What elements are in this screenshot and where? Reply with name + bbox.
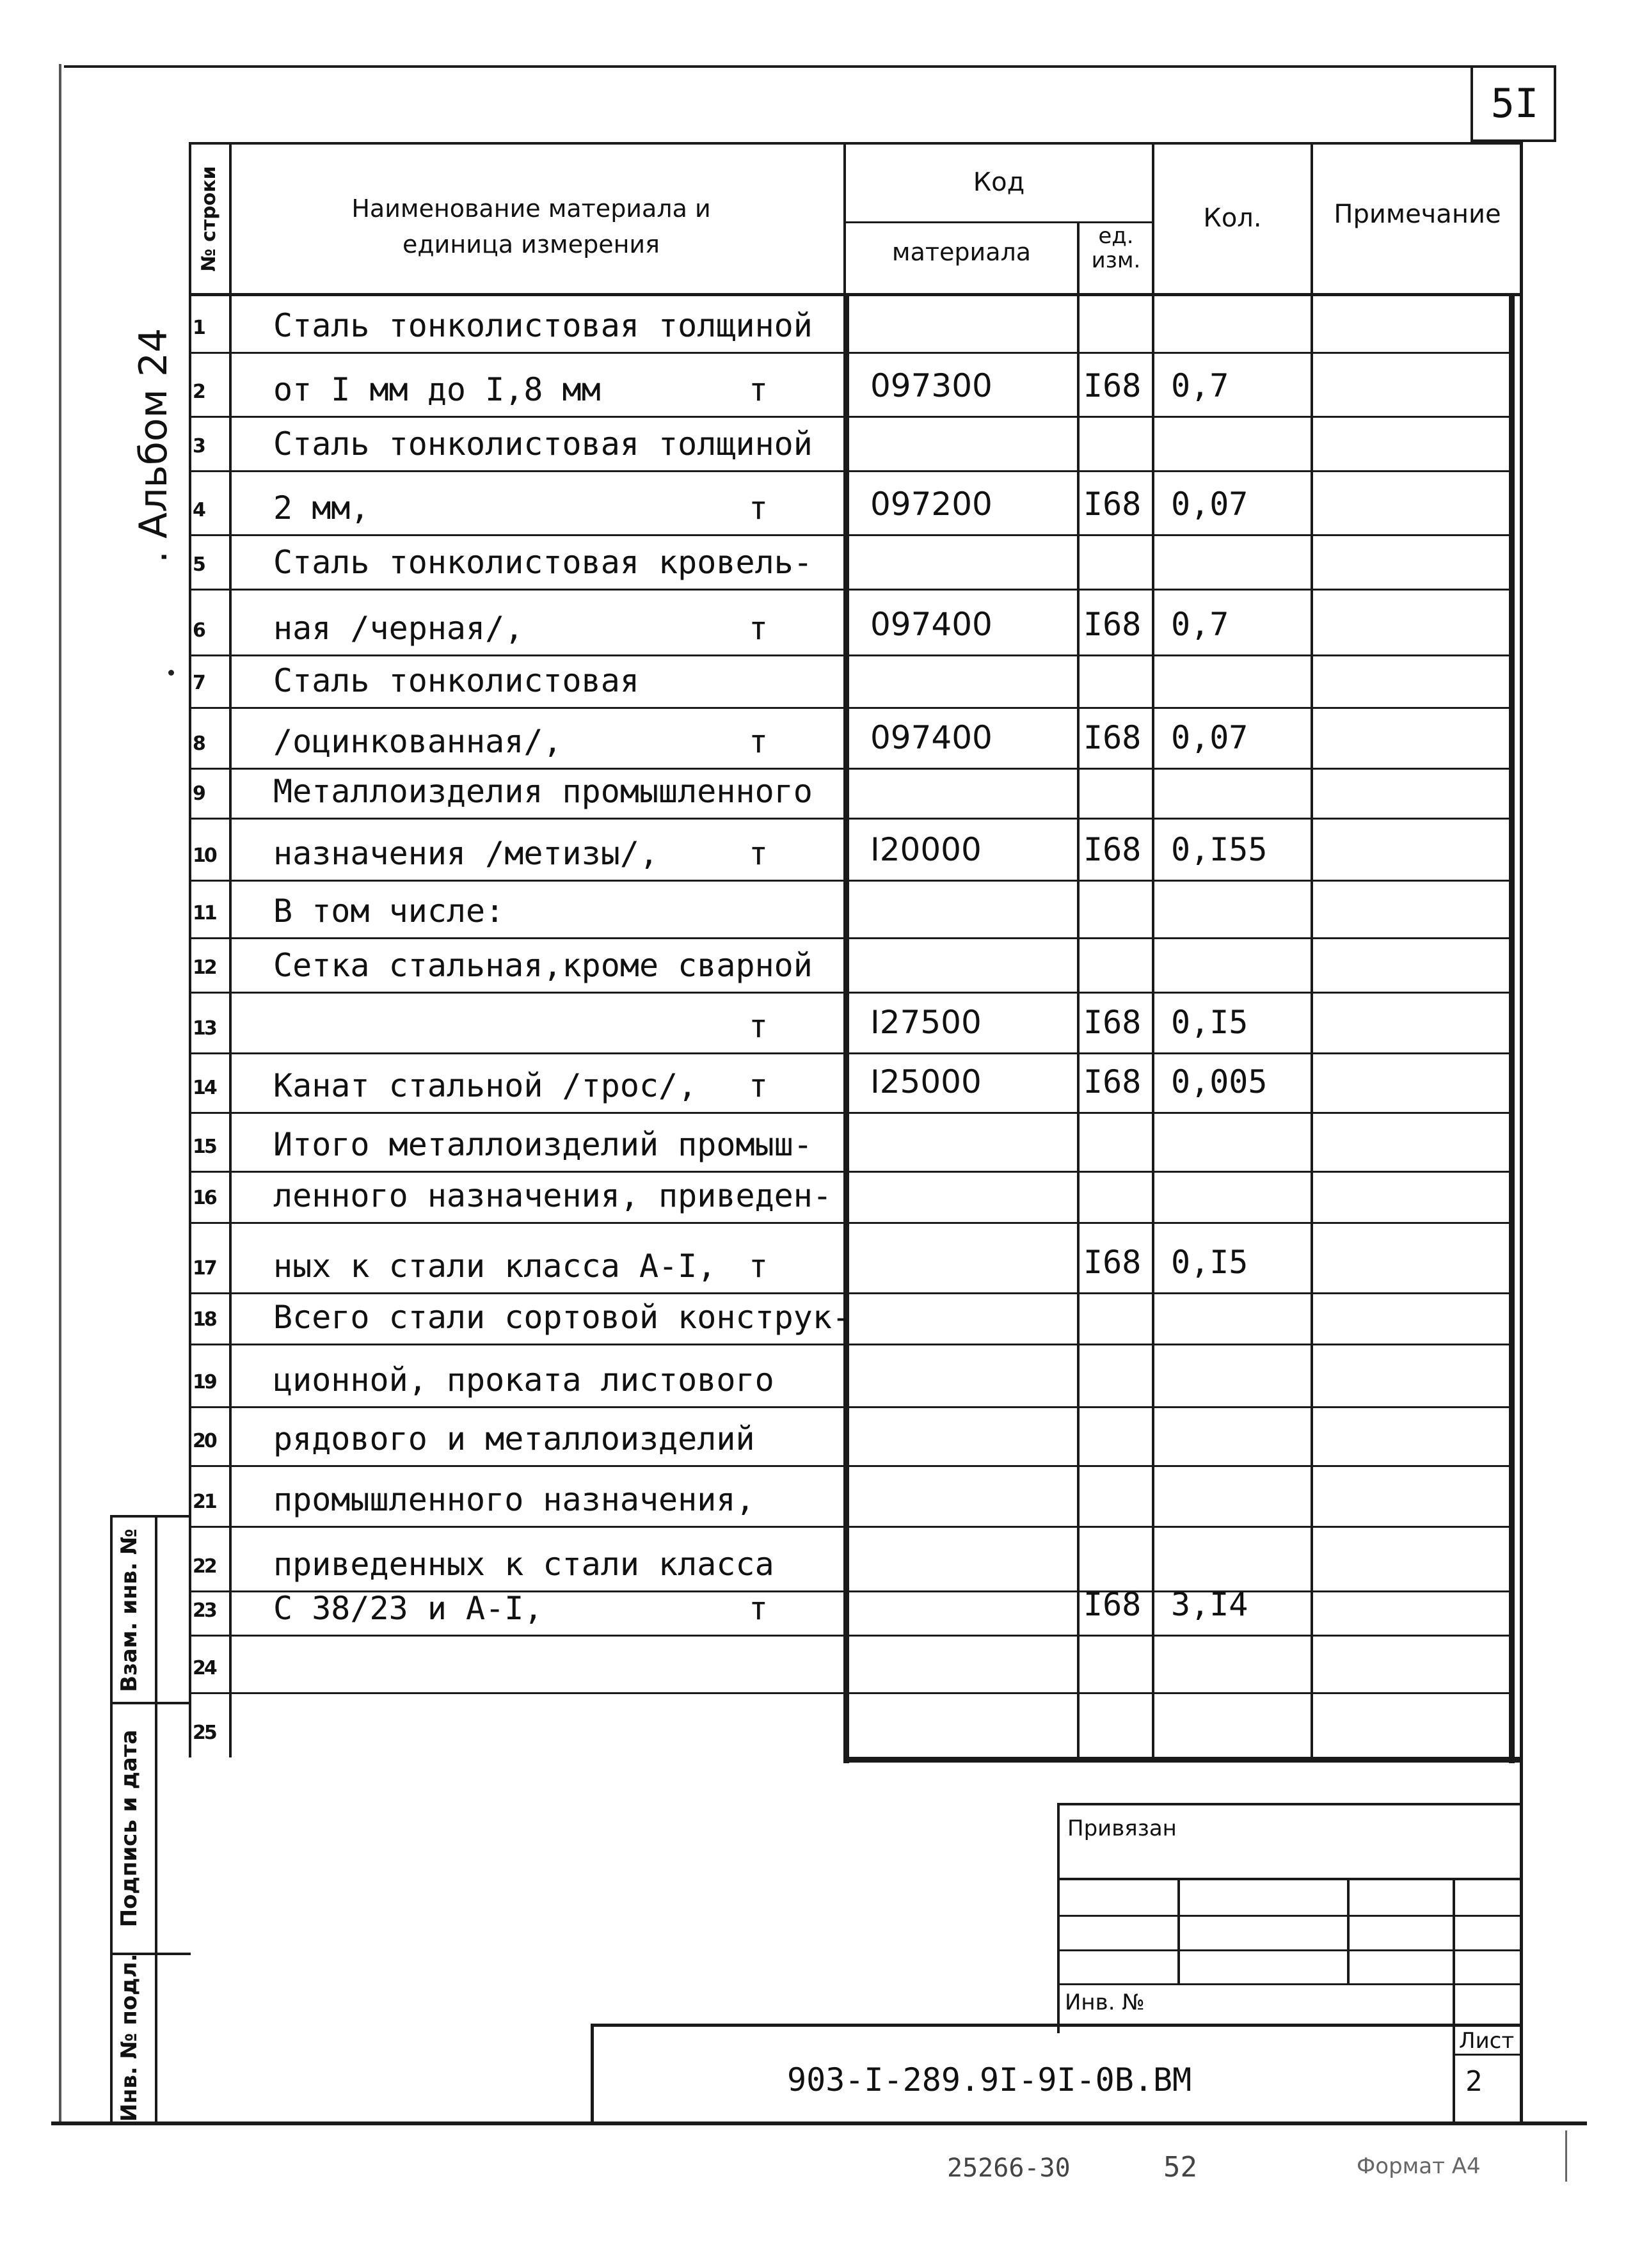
header-row-number: № строки xyxy=(198,166,220,272)
material-name: В том числе: xyxy=(273,892,505,930)
document-code: 903-I-289.9I-9I-0B.BM xyxy=(787,2061,1192,2098)
table-row xyxy=(191,534,1515,589)
frame-bottom xyxy=(51,2121,1587,2125)
material-name: Итого металлоизделий промыш- xyxy=(273,1126,813,1163)
row-number: 22 xyxy=(193,1555,216,1578)
material-name: Металлоизделия промышленного xyxy=(273,773,813,810)
material-name: Сталь тонколистовая толщиной xyxy=(273,307,813,344)
unit-code: I68 xyxy=(1083,1063,1142,1100)
dot-mark xyxy=(168,670,174,676)
material-name: Всего стали сортовой конструк- xyxy=(273,1299,852,1336)
row-number: 25 xyxy=(193,1722,216,1744)
table-row xyxy=(191,1465,1515,1526)
table-row xyxy=(191,1406,1515,1465)
material-name: ционной, проката листового xyxy=(273,1361,774,1399)
table-row xyxy=(191,1112,1515,1171)
unit-code: I68 xyxy=(1083,1244,1142,1281)
unit-letter: т xyxy=(749,835,769,872)
stamp-inv-podl: Инв. № подл. xyxy=(116,1953,142,2122)
row-number: 13 xyxy=(193,1017,216,1040)
sheet-number: 2 xyxy=(1465,2065,1483,2098)
frame-right xyxy=(1520,141,1523,2124)
table-row xyxy=(191,1052,1515,1112)
table-row xyxy=(191,1344,1515,1406)
material-name: Сталь тонколистовая кровель- xyxy=(273,544,813,581)
row-number: 24 xyxy=(193,1657,216,1679)
material-code: 097400 xyxy=(870,606,992,643)
row-number: 4 xyxy=(193,499,204,521)
unit-code: I68 xyxy=(1083,1586,1142,1623)
table-row xyxy=(191,1222,1515,1292)
material-name: назначения /метизы/, xyxy=(273,835,659,872)
material-name: С 38/23 и А-I, xyxy=(273,1590,543,1627)
header-code-material: материала xyxy=(891,238,1032,266)
material-code: 097400 xyxy=(870,719,992,756)
header-note: Примечание xyxy=(1334,200,1501,229)
table-row xyxy=(191,1635,1515,1692)
row-number: 12 xyxy=(193,956,216,979)
table-row xyxy=(191,880,1515,937)
table-row xyxy=(191,992,1515,1052)
row-number: 7 xyxy=(193,672,204,694)
stamp-vzam-inv: Взам. инв. № xyxy=(116,1528,142,1692)
unit-letter: т xyxy=(749,723,769,760)
page-number: 5I xyxy=(1490,80,1539,127)
row-number: 6 xyxy=(193,619,204,642)
table-row xyxy=(191,818,1515,880)
row-number: 2 xyxy=(193,381,204,403)
unit-code: I68 xyxy=(1083,486,1142,523)
privyazan-label: Привязан xyxy=(1067,1816,1177,1841)
table-row xyxy=(191,1526,1515,1590)
table-row xyxy=(191,1171,1515,1222)
material-name: ных к стали класса А-I, xyxy=(273,1248,717,1285)
row-number: 17 xyxy=(193,1257,216,1280)
unit-letter: т xyxy=(749,1248,769,1285)
row-number: 10 xyxy=(193,845,216,867)
footer-order-number: 25266-30 xyxy=(947,2153,1071,2183)
row-number: 21 xyxy=(193,1491,216,1513)
quantity: 0,7 xyxy=(1171,606,1229,643)
frame-right-outer xyxy=(1554,65,1556,141)
unit-code: I68 xyxy=(1083,367,1142,404)
unit-letter: т xyxy=(749,1067,769,1104)
header-code-unit: ед. изм. xyxy=(1091,223,1141,273)
material-code: 097200 xyxy=(870,486,992,523)
material-code: I27500 xyxy=(870,1004,982,1041)
table-row xyxy=(191,352,1515,416)
quantity: 0,I55 xyxy=(1171,831,1268,868)
quantity: 0,I5 xyxy=(1171,1004,1248,1041)
row-number: 19 xyxy=(193,1371,216,1393)
header-qty: Кол. xyxy=(1203,203,1262,233)
material-name: Сталь тонколистовая толщиной xyxy=(273,425,813,463)
sheet-label: Лист xyxy=(1459,2028,1515,2054)
header-name: Наименование материала и единица измерения xyxy=(351,194,711,258)
material-name: Сетка стальная,кроме сварной xyxy=(273,947,813,984)
quantity: 0,I5 xyxy=(1171,1244,1248,1281)
row-number: 15 xyxy=(193,1136,216,1158)
row-number: 20 xyxy=(193,1430,216,1452)
material-code: I20000 xyxy=(870,831,982,868)
table-row xyxy=(191,589,1515,654)
row-number: 11 xyxy=(193,902,216,924)
row-number: 1 xyxy=(193,317,204,339)
material-name: Сталь тонколистовая xyxy=(273,662,639,699)
header-code: Код xyxy=(973,168,1025,197)
quantity: 0,07 xyxy=(1171,719,1248,756)
material-name: ная /черная/, xyxy=(273,610,524,647)
table-row xyxy=(191,1692,1515,1757)
table-row xyxy=(191,707,1515,768)
row-number: 14 xyxy=(193,1077,216,1099)
unit-code: I68 xyxy=(1083,606,1142,643)
quantity: 0,7 xyxy=(1171,367,1229,404)
material-name: 2 мм, xyxy=(273,489,370,527)
quantity: 0,07 xyxy=(1171,486,1248,523)
table-row xyxy=(191,1292,1515,1344)
unit-code: I68 xyxy=(1083,1004,1142,1041)
album-label: . Альбом 24 xyxy=(131,328,176,563)
table-row xyxy=(191,470,1515,534)
material-name: рядового и металлоизделий xyxy=(273,1420,755,1457)
footer-format: Формат А4 xyxy=(1357,2153,1481,2179)
table-row xyxy=(191,295,1515,352)
frame-left xyxy=(59,64,61,2124)
unit-letter: т xyxy=(749,371,769,408)
inv-no-label: Инв. № xyxy=(1065,1990,1145,2015)
material-name: от I мм до I,8 мм xyxy=(273,371,601,408)
material-name: приведенных к стали класса xyxy=(273,1546,774,1583)
row-number: 8 xyxy=(193,733,204,755)
footer-page: 52 xyxy=(1163,2151,1197,2184)
unit-letter: т xyxy=(749,1008,769,1045)
row-number: 18 xyxy=(193,1308,216,1331)
row-number: 9 xyxy=(193,782,204,805)
material-code: I25000 xyxy=(870,1063,982,1100)
unit-code: I68 xyxy=(1083,719,1142,756)
material-name: Канат стальной /трос/, xyxy=(273,1067,697,1104)
row-number: 3 xyxy=(193,435,204,457)
unit-letter: т xyxy=(749,489,769,527)
unit-letter: т xyxy=(749,610,769,647)
table-row xyxy=(191,937,1515,992)
row-number: 23 xyxy=(193,1599,216,1622)
stamp-podpis-data: Подпись и дата xyxy=(116,1729,142,1928)
table-row xyxy=(191,416,1515,470)
material-name: ленного назначения, приведен- xyxy=(273,1177,832,1214)
material-name: промышленного назначения, xyxy=(273,1481,755,1518)
row-number: 5 xyxy=(193,553,204,576)
unit-letter: т xyxy=(749,1590,769,1627)
row-number: 16 xyxy=(193,1187,216,1209)
table-row xyxy=(191,1586,1515,1635)
unit-code: I68 xyxy=(1083,831,1142,868)
quantity: 0,005 xyxy=(1171,1063,1268,1100)
material-code: 097300 xyxy=(870,367,992,404)
table-row xyxy=(191,654,1515,707)
quantity: 3,I4 xyxy=(1171,1586,1248,1623)
frame-top xyxy=(64,65,1555,68)
table-row xyxy=(191,768,1515,818)
material-name: /оцинкованная/, xyxy=(273,723,562,760)
